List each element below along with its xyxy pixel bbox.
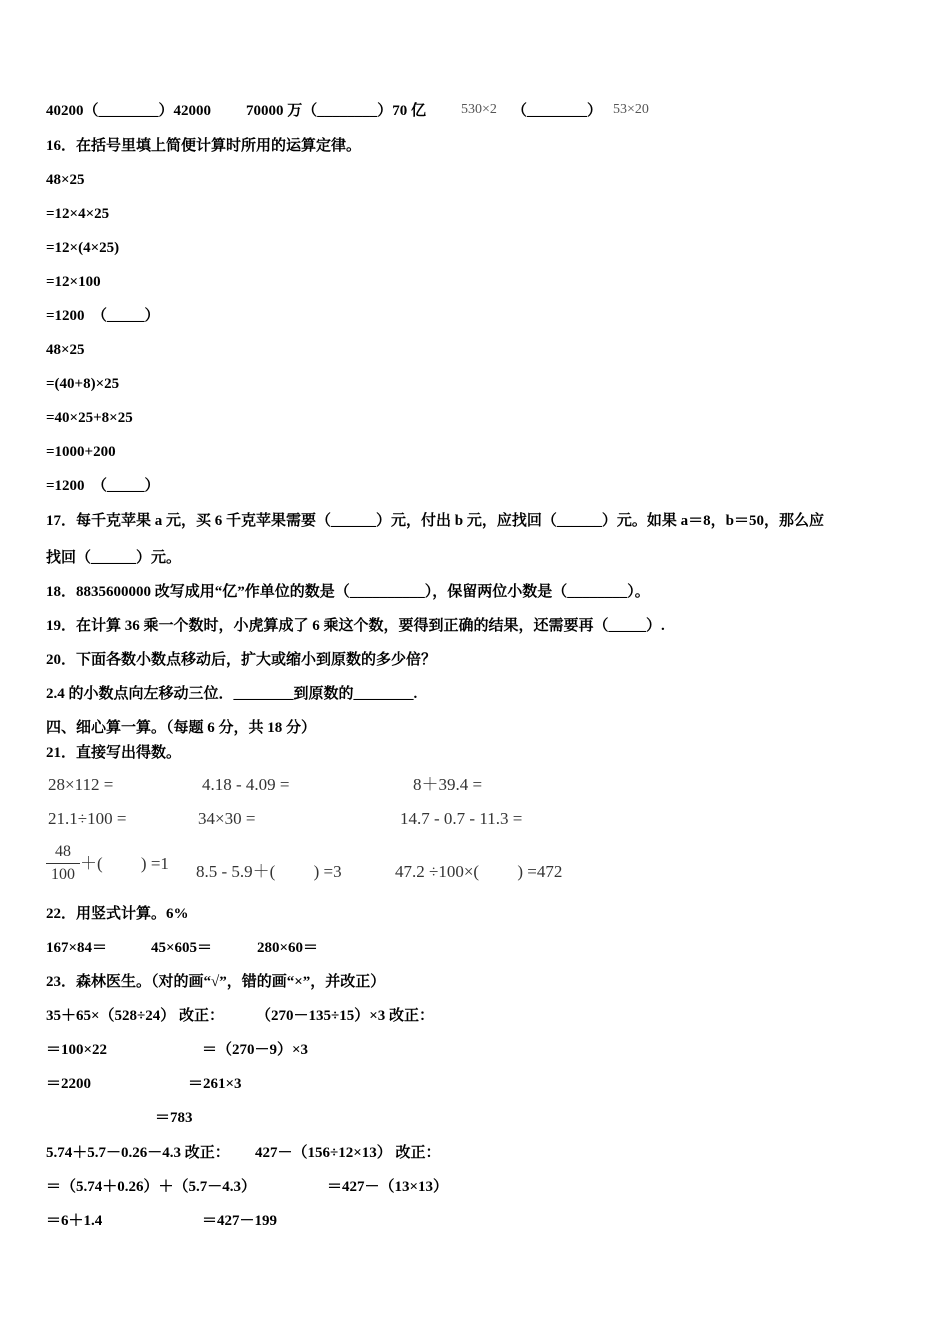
q23-problem: 5.74＋5.7－0.26－4.3 改正： xyxy=(46,1145,230,1161)
q16-step: =40×25+8×25 xyxy=(46,410,133,426)
q23-step: ＝100×22 xyxy=(46,1042,108,1058)
q22-item: 280×60＝ xyxy=(257,940,319,956)
q15-compare-a: 40200（________）42000 xyxy=(46,103,212,119)
q23-step: ＝427－199 xyxy=(202,1213,278,1229)
q15-expr-left: 530×2 xyxy=(461,102,497,117)
q21-title: 21．直接写出得数。 xyxy=(46,745,182,761)
q21-fill-expr[interactable]: 8.5 - 5.9＋( ) =3 xyxy=(196,862,342,881)
q20-title: 20．下面各数小数点移动后，扩大或缩小到原数的多少倍？ xyxy=(46,652,437,668)
q21-expr: 34×30 = xyxy=(198,809,256,828)
q16-step: =(40+8)×25 xyxy=(46,376,120,392)
q17-line1: 17．每千克苹果 a 元，买 6 千克苹果需要（______）元，付出 b 元，应找回（______）元。如果 a＝8，b＝50，那么应 xyxy=(46,513,824,529)
q20-line: 2.4 的小数点向左移动三位．________到原数的________. xyxy=(46,686,418,702)
section-heading: 四、细心算一算。（每题 6 分，共 18 分） xyxy=(46,720,317,736)
fraction-denominator: 100 xyxy=(51,866,75,883)
q16-step: 48×25 xyxy=(46,172,85,188)
q22-item: 45×605＝ xyxy=(151,940,213,956)
q16-answer-blank[interactable]: =1200 （_____） xyxy=(46,478,160,494)
q17-line2: 找回（______）元。 xyxy=(46,550,182,566)
q18: 18．8835600000 改写成用“亿”作单位的数是（__________），保留两位小数是（________）。 xyxy=(46,584,650,600)
q16-step: =12×(4×25) xyxy=(46,240,120,256)
q21-fraction xyxy=(46,843,80,884)
q16-step: 48×25 xyxy=(46,342,85,358)
q22-item: 167×84＝ xyxy=(46,940,108,956)
q16-step: =12×100 xyxy=(46,274,101,290)
q23-step: ＝783 xyxy=(155,1110,193,1126)
q23-problem: （270－135÷15）×3 改正： xyxy=(256,1008,435,1024)
q15-blank[interactable]: （________） xyxy=(512,103,603,119)
q23-title: 23．森林医生。（对的画“√”，错的画“×”，并改正） xyxy=(46,974,386,990)
fraction-numerator: 48 xyxy=(55,843,71,860)
q23-step: ＝（5.74＋0.26）＋（5.7－4.3） xyxy=(46,1179,257,1195)
q21-fill-expr[interactable]: ＋( ) =1 xyxy=(80,854,169,873)
q16-step: =12×4×25 xyxy=(46,206,110,222)
q19: 19．在计算 36 乘一个数时，小虎算成了 6 乘这个数，要得到正确的结果，还需要再（_____）. xyxy=(46,618,665,634)
q16-title: 16．在括号里填上简便计算时所用的运算定律。 xyxy=(46,138,362,154)
q23-problem: 35＋65×（528÷24） 改正： xyxy=(46,1008,225,1024)
q21-fill-expr[interactable]: 47.2 ÷100×( ) =472 xyxy=(395,862,563,881)
q23-step: ＝427－（13×13） xyxy=(327,1179,449,1195)
q21-expr: 8＋39.4 = xyxy=(413,775,483,794)
q23-problem: 427－（156÷12×13） 改正： xyxy=(255,1145,441,1161)
q16-answer-blank[interactable]: =1200 （_____） xyxy=(46,308,160,324)
q21-expr: 21.1÷100 = xyxy=(48,809,127,828)
q23-step: ＝6＋1.4 xyxy=(46,1213,103,1229)
q15-expr-right: 53×20 xyxy=(613,102,649,117)
q22-title: 22．用竖式计算。6% xyxy=(46,906,189,922)
q16-step: =1000+200 xyxy=(46,444,116,460)
q21-expr: 4.18 - 4.09 = xyxy=(202,775,290,794)
q21-expr: 28×112 = xyxy=(48,775,114,794)
q23-step: ＝2200 xyxy=(46,1076,92,1092)
q21-expr: 14.7 - 0.7 - 11.3 = xyxy=(400,809,523,828)
q23-step: ＝261×3 xyxy=(188,1076,242,1092)
q15-compare-b: 70000 万（________）70 亿 xyxy=(246,103,427,119)
q23-step: ＝（270－9）×3 xyxy=(202,1042,309,1058)
